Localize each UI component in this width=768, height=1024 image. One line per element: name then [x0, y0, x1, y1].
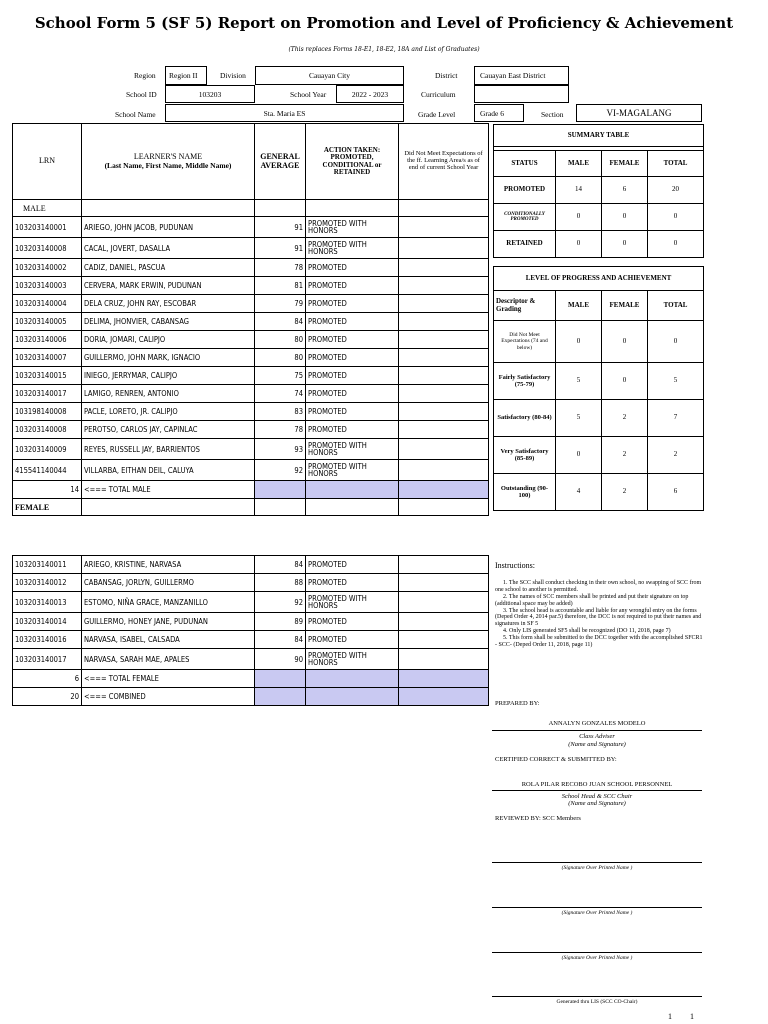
summary-female: 0: [602, 231, 648, 258]
action-cell: PROMOTED: [306, 349, 399, 367]
expectations-cell: [399, 331, 489, 349]
lrn-cell: 103203140001: [13, 217, 82, 238]
table-row: [13, 385, 489, 403]
average-cell: 90: [255, 649, 306, 670]
table-row: [13, 238, 489, 259]
table-row: [13, 592, 489, 613]
instruction-item: 4. Only LIS generated SF5 shall be recognized (DO 11, 2018, page 7): [503, 628, 671, 635]
lrn-cell: 103203140006: [13, 331, 82, 349]
name-cell: LAMIGO, RENREN, ANTONIO: [82, 385, 255, 403]
progress-header-total: TOTAL: [648, 291, 704, 321]
table-row: [13, 556, 489, 574]
name-cell: PEROTSO, CARLOS JAY, CAPINLAC: [82, 421, 255, 439]
head-role: School Head & SCC Chair: [561, 793, 633, 800]
adviser-sub: (Name and Signature): [568, 741, 626, 748]
progress-row: [494, 437, 704, 474]
progress-desc: Very Satisfactory (85-89): [494, 437, 556, 474]
action-cell: PROMOTED WITH HONORS: [306, 217, 399, 238]
adviser-signature-line: [492, 730, 702, 731]
expectations-cell: [399, 556, 489, 574]
name-cell: CERVERA, MARK ERWIN, PUDUNAN: [82, 277, 255, 295]
instructions-title: Instructions:: [495, 561, 535, 570]
lrn-cell: 103203140016: [13, 631, 82, 649]
summary-header-male: MALE: [556, 151, 602, 177]
summary-total: 20: [648, 177, 704, 204]
table-row: [13, 439, 489, 460]
expectations-header: Did Not Meet Expectations of the ff. Learning Area/s as of end of current School Year: [399, 124, 489, 200]
summary-header-female: FEMALE: [602, 151, 648, 177]
school-id-value: 103203: [165, 85, 255, 103]
school-name-value: Sta. Maria ES: [165, 104, 404, 122]
average-cell: 78: [255, 259, 306, 277]
table-row: [13, 421, 489, 439]
male-table: [12, 123, 489, 516]
instructions-list: [495, 580, 703, 649]
total-female-count: 6: [13, 670, 82, 688]
lrn-cell: 103203140008: [13, 238, 82, 259]
action-cell: PROMOTED: [306, 556, 399, 574]
lrn-cell: 103203140007: [13, 349, 82, 367]
table-row: [13, 574, 489, 592]
summary-male: 0: [556, 231, 602, 258]
lrn-cell: 103203140009: [13, 439, 82, 460]
certified-label: CERTIFIED CORRECT & SUBMITTED BY:: [495, 756, 617, 763]
prepared-by-label: PREPARED BY:: [495, 700, 540, 707]
section-label: Section: [541, 110, 564, 119]
progress-header-female: FEMALE: [602, 291, 648, 321]
grade-level-label: Grade Level: [418, 110, 456, 119]
action-cell: PROMOTED: [306, 631, 399, 649]
scc-caption-1: (Signature Over Printed Name ): [561, 865, 633, 871]
combined-label: <=== COMBINED: [82, 688, 255, 706]
school-name-label: School Name: [115, 110, 156, 119]
summary-male: 14: [556, 177, 602, 204]
curriculum-value: [474, 85, 569, 103]
name-cell: ESTOMO, NIÑA GRACE, MANZANILLO: [82, 592, 255, 613]
progress-male: 5: [556, 400, 602, 437]
name-cell: REYES, RUSSELL JAY, BARRIENTOS: [82, 439, 255, 460]
table-row: [13, 217, 489, 238]
progress-male: 5: [556, 363, 602, 400]
scc-caption-3: (Signature Over Printed Name ): [561, 955, 633, 961]
name-cell: CABANSAG, JORLYN, GUILLERMO: [82, 574, 255, 592]
summary-title: SUMMARY TABLE: [494, 125, 704, 147]
total-male-label: <=== TOTAL MALE: [82, 481, 255, 499]
average-cell: 81: [255, 277, 306, 295]
grade-level-value: Grade 6: [474, 104, 524, 122]
action-cell: PROMOTED: [306, 403, 399, 421]
progress-row: [494, 474, 704, 511]
name-cell: VILLARBA, EITHAN DEIL, CALUYA: [82, 460, 255, 481]
name-cell: GUILLERMO, JOHN MARK, IGNACIO: [82, 349, 255, 367]
table-row: [13, 631, 489, 649]
table-row: [13, 367, 489, 385]
expectations-cell: [399, 631, 489, 649]
page-current: 1: [668, 1012, 672, 1021]
reviewed-label: REVIEWED BY: SCC Members: [495, 815, 581, 822]
expectations-cell: [399, 403, 489, 421]
section-value: VI-MAGALANG: [576, 104, 702, 122]
lrn-cell: 103203140005: [13, 313, 82, 331]
summary-female: 0: [602, 204, 648, 231]
name-cell: ARIEGO, KRISTINE, NARVASA: [82, 556, 255, 574]
male-section-label: MALE: [13, 200, 82, 217]
instruction-item: 2. The names of SCC members shall be printed and put their signature on top (additional space may be added): [495, 593, 689, 607]
progress-female: 2: [602, 474, 648, 511]
average-cell: 91: [255, 238, 306, 259]
action-cell: PROMOTED: [306, 295, 399, 313]
table-row: [13, 277, 489, 295]
progress-total: 2: [648, 437, 704, 474]
average-header: GENERAL AVERAGE: [255, 124, 306, 200]
action-cell: PROMOTED: [306, 313, 399, 331]
progress-row: [494, 400, 704, 437]
progress-row: [494, 321, 704, 363]
average-cell: 83: [255, 403, 306, 421]
form-title: School Form 5 (SF 5) Report on Promotion and Level of Proficiency & Achievement: [34, 14, 734, 32]
average-cell: 79: [255, 295, 306, 313]
region-label: Region: [134, 71, 156, 80]
name-cell: CACAL, JOVERT, DASALLA: [82, 238, 255, 259]
average-cell: 84: [255, 313, 306, 331]
progress-female: 2: [602, 400, 648, 437]
summary-status: CONDITIONALLY PROMOTED: [494, 204, 556, 231]
expectations-cell: [399, 313, 489, 331]
progress-male: 4: [556, 474, 602, 511]
name-cell: NARVASA, ISABEL, CALSADA: [82, 631, 255, 649]
summary-status: RETAINED: [494, 231, 556, 258]
table-row: [13, 460, 489, 481]
table-row: [13, 613, 489, 631]
average-cell: 92: [255, 592, 306, 613]
head-name: ROLA PILAR RECOBO JUAN SCHOOL PERSONNEL: [521, 781, 673, 788]
progress-header-desc: Descriptor & Grading: [494, 291, 556, 321]
expectations-cell: [399, 574, 489, 592]
lrn-cell: 103203140012: [13, 574, 82, 592]
average-cell: 84: [255, 631, 306, 649]
average-cell: 89: [255, 613, 306, 631]
action-header: ACTION TAKEN: PROMOTED, CONDITIONAL or RETAINED: [306, 124, 399, 200]
action-cell: PROMOTED WITH HONORS: [306, 460, 399, 481]
action-cell: PROMOTED: [306, 574, 399, 592]
lrn-cell: 103203140017: [13, 649, 82, 670]
progress-row: [494, 363, 704, 400]
combined-count: 20: [13, 688, 82, 706]
adviser-name: ANNALYN GONZALES MODELO: [548, 720, 646, 727]
name-cell: DORIA, JOMARI, CALIPJO: [82, 331, 255, 349]
total-female-label: <=== TOTAL FEMALE: [82, 670, 255, 688]
lrn-cell: 103203140004: [13, 295, 82, 313]
progress-desc: Satisfactory (80-84): [494, 400, 556, 437]
name-cell: NARVASA, SARAH MAE, APALES: [82, 649, 255, 670]
average-cell: 91: [255, 217, 306, 238]
expectations-cell: [399, 613, 489, 631]
expectations-cell: [399, 439, 489, 460]
instruction-item: 1. The SCC shall conduct checking in their own school, no swapping of SCC from one school to another is permitted.: [495, 580, 702, 593]
progress-table: [493, 266, 704, 511]
expectations-cell: [399, 460, 489, 481]
average-cell: 74: [255, 385, 306, 403]
progress-title: LEVEL OF PROGRESS AND ACHIEVEMENT: [494, 267, 704, 291]
region-value: Region II: [165, 66, 207, 85]
scc-signature-line-2: [492, 907, 702, 908]
scc-caption-2: (Signature Over Printed Name ): [561, 910, 633, 916]
expectations-cell: [399, 367, 489, 385]
summary-status: PROMOTED: [494, 177, 556, 204]
table-row: [13, 295, 489, 313]
instruction-item: 3. The school head is accountable and liable for any wrongful entry on the forms (Deped Order 4, 2014 par.5) therefore, the DCC is not required to put their names and signatures in SF 5: [495, 607, 702, 628]
name-cell: INIEGO, JERRYMAR, CALIPJO: [82, 367, 255, 385]
progress-desc: Fairly Satisfactory (75-79): [494, 363, 556, 400]
average-cell: 80: [255, 349, 306, 367]
scc-signature-line-4: [492, 996, 702, 997]
average-cell: 93: [255, 439, 306, 460]
action-cell: PROMOTED WITH HONORS: [306, 649, 399, 670]
generated-note: Generated thru LIS (SCC CO-Chair): [556, 999, 638, 1005]
lrn-cell: 103203140014: [13, 613, 82, 631]
lrn-cell: 103203140008: [13, 421, 82, 439]
summary-row: [494, 177, 704, 204]
action-cell: PROMOTED WITH HONORS: [306, 439, 399, 460]
expectations-cell: [399, 277, 489, 295]
expectations-cell: [399, 649, 489, 670]
progress-desc: Did Not Meet Expectations (74 and below): [494, 321, 556, 363]
name-cell: ARIEGO, JOHN JACOB, PUDUNAN: [82, 217, 255, 238]
table-row: [13, 403, 489, 421]
progress-female: 0: [602, 363, 648, 400]
progress-female: 2: [602, 437, 648, 474]
name-cell: PACLE, LORETO, JR. CALIPJO: [82, 403, 255, 421]
progress-total: 0: [648, 321, 704, 363]
action-cell: PROMOTED: [306, 331, 399, 349]
school-year-value: 2022 - 2023: [336, 85, 404, 103]
female-table: [12, 555, 489, 706]
progress-total: 5: [648, 363, 704, 400]
action-cell: PROMOTED WITH HONORS: [306, 238, 399, 259]
expectations-cell: [399, 385, 489, 403]
district-value: Cauayan East District: [474, 66, 569, 85]
average-cell: 75: [255, 367, 306, 385]
division-label: Division: [220, 71, 246, 80]
action-cell: PROMOTED: [306, 385, 399, 403]
action-cell: PROMOTED WITH HONORS: [306, 592, 399, 613]
progress-total: 6: [648, 474, 704, 511]
action-cell: PROMOTED: [306, 367, 399, 385]
expectations-cell: [399, 217, 489, 238]
progress-male: 0: [556, 321, 602, 363]
scc-signature-line-1: [492, 862, 702, 863]
action-cell: PROMOTED: [306, 259, 399, 277]
progress-total: 7: [648, 400, 704, 437]
lrn-cell: 103203140011: [13, 556, 82, 574]
school-id-label: School ID: [126, 90, 157, 99]
name-header: LEARNER'S NAME (Last Name, First Name, Middle Name): [82, 124, 255, 200]
lrn-cell: 103198140008: [13, 403, 82, 421]
adviser-role: Class Adviser: [579, 733, 615, 740]
table-row: [13, 649, 489, 670]
lrn-header: LRN: [13, 124, 82, 200]
total-male-count: 14: [13, 481, 82, 499]
division-value: Cauayan City: [255, 66, 404, 85]
lrn-cell: 103203140002: [13, 259, 82, 277]
summary-male: 0: [556, 204, 602, 231]
summary-header-total: TOTAL: [648, 151, 704, 177]
head-signature-line: [492, 790, 702, 791]
instruction-item: 5. This form shall be submitted to the DCC together with the accomplished SFCR1 - SCC- (Deped Order 11, 2018, page 11): [495, 635, 703, 649]
curriculum-label: Curriculum: [421, 90, 456, 99]
average-cell: 80: [255, 331, 306, 349]
head-sub: (Name and Signature): [568, 800, 626, 807]
action-cell: PROMOTED: [306, 421, 399, 439]
summary-total: 0: [648, 231, 704, 258]
summary-female: 6: [602, 177, 648, 204]
expectations-cell: [399, 592, 489, 613]
progress-male: 0: [556, 437, 602, 474]
expectations-cell: [399, 295, 489, 313]
page-total: 1: [690, 1012, 694, 1021]
lrn-cell: 103203140013: [13, 592, 82, 613]
lrn-cell: 415541140044: [13, 460, 82, 481]
table-row: [13, 259, 489, 277]
expectations-cell: [399, 421, 489, 439]
table-row: [13, 331, 489, 349]
average-cell: 88: [255, 574, 306, 592]
summary-table: [493, 124, 704, 258]
expectations-cell: [399, 349, 489, 367]
table-row: [13, 313, 489, 331]
scc-signature-line-3: [492, 952, 702, 953]
progress-header-male: MALE: [556, 291, 602, 321]
lrn-cell: 103203140015: [13, 367, 82, 385]
lrn-cell: 103203140003: [13, 277, 82, 295]
form-subtitle: (This replaces Forms 18-E1, 18-E2, 18A and List of Graduates): [288, 46, 480, 53]
table-row: [13, 349, 489, 367]
name-cell: DELA CRUZ, JOHN RAY, ESCOBAR: [82, 295, 255, 313]
summary-row: [494, 231, 704, 258]
summary-total: 0: [648, 204, 704, 231]
female-section-label: FEMALE: [13, 499, 82, 516]
district-label: District: [435, 71, 458, 80]
name-cell: GUILLERMO, HONEY JANE, PUDUNAN: [82, 613, 255, 631]
action-cell: PROMOTED: [306, 277, 399, 295]
name-cell: CADIZ, DANIEL, PASCUA: [82, 259, 255, 277]
name-cell: DELIMA, JHONVIER, CABANSAG: [82, 313, 255, 331]
progress-desc: Outstanding (90-100): [494, 474, 556, 511]
expectations-cell: [399, 238, 489, 259]
average-cell: 92: [255, 460, 306, 481]
school-year-label: School Year: [290, 90, 327, 99]
average-cell: 78: [255, 421, 306, 439]
lrn-cell: 103203140017: [13, 385, 82, 403]
summary-row: [494, 204, 704, 231]
summary-header-status: STATUS: [494, 151, 556, 177]
progress-female: 0: [602, 321, 648, 363]
average-cell: 84: [255, 556, 306, 574]
action-cell: PROMOTED: [306, 613, 399, 631]
expectations-cell: [399, 259, 489, 277]
